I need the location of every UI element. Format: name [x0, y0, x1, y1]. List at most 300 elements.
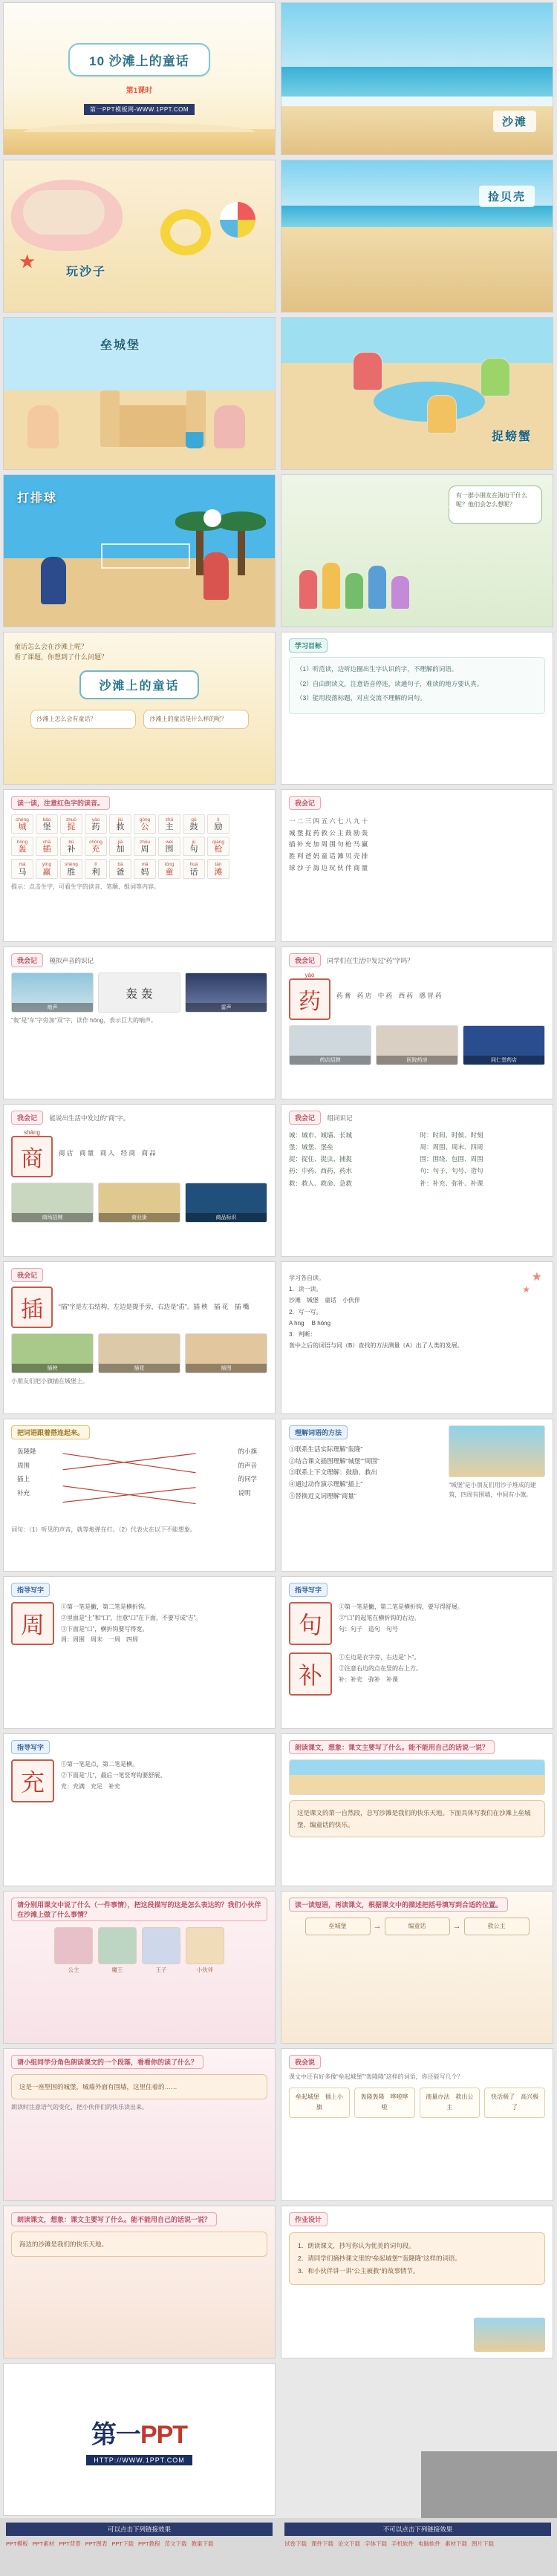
- char-cell[interactable]: zhuō 捉: [60, 814, 82, 834]
- big-character: 药: [289, 978, 330, 1020]
- note-line: 补：补充 弥补 补课: [339, 1676, 398, 1683]
- slide-beach-photo: [281, 2, 553, 155]
- title-box: [68, 43, 210, 76]
- match-item[interactable]: 的小旗: [238, 1448, 257, 1455]
- methods-column: [289, 1425, 443, 1503]
- slide-summary: [3, 2206, 276, 2358]
- slide-write-chong: [3, 1733, 276, 1886]
- word-row: 时：时间、时候、时刻: [420, 1131, 483, 1139]
- sea: [281, 206, 553, 227]
- footer-link[interactable]: 字体下载: [365, 2540, 387, 2547]
- column-left: [289, 1129, 414, 1189]
- word-row: 救：救人、救命、急救: [289, 1179, 353, 1187]
- char-block: [289, 972, 545, 1020]
- slide-title: [3, 2, 276, 155]
- char-cell[interactable]: gōng 公: [134, 814, 156, 834]
- big-character: 商: [11, 1136, 53, 1177]
- player-1: [41, 557, 66, 604]
- write-notes-2: [339, 1653, 545, 1696]
- volleyball-icon: [203, 509, 221, 527]
- flow-step: 编童话: [385, 1918, 450, 1935]
- beach-ball: [220, 202, 255, 238]
- column-right: [420, 1129, 546, 1189]
- char-cell[interactable]: mǎ 马: [11, 859, 33, 878]
- char-cell[interactable]: bà 爸: [109, 859, 131, 878]
- arrow-icon: →: [452, 1922, 461, 1931]
- photo-cha-1: 插秧: [11, 1333, 94, 1373]
- photo-pharmacy-2: 医院药房: [376, 1025, 458, 1065]
- section-tag: 作业设计: [289, 2212, 328, 2226]
- illustration-column: [449, 1425, 545, 1503]
- question-bubbles: [4, 710, 275, 729]
- text-excerpt: 海边的沙滩是我们的快乐天地。: [11, 2232, 267, 2257]
- star-icon: ★: [531, 1271, 542, 1284]
- question-1: 沙滩上怎么会有童话？: [30, 710, 136, 729]
- photo-lightning: 雷声: [185, 972, 267, 1013]
- beach-towel: [23, 190, 105, 235]
- text-excerpt: 这是一座堅固的城堡，城墙外面有围墙，这里住着的……: [11, 2074, 267, 2099]
- char-cell[interactable]: bǔ 补: [60, 837, 82, 856]
- content-row: [289, 1425, 545, 1503]
- big-character: 插: [11, 1287, 53, 1328]
- slide-logo: [3, 2363, 276, 2516]
- logo: [86, 2414, 192, 2465]
- slide-shells: [281, 160, 553, 313]
- note-line: 句：句子 造句 句号: [339, 1625, 398, 1632]
- child-1: [299, 570, 317, 609]
- char-cell[interactable]: chōng 充: [85, 837, 107, 856]
- footer-right: [278, 2518, 557, 2576]
- children-group: [299, 563, 409, 609]
- flow-diagram: [289, 1918, 545, 1935]
- source-credit: 第一PPT模板网-WWW.1PPT.COM: [84, 104, 195, 115]
- step: 轰中之后的词语与同（B）查找的方法测量（A）出了人类的发展。: [289, 1342, 463, 1350]
- photo-label-beach: 沙滩: [493, 111, 536, 132]
- match-left: [17, 1445, 36, 1500]
- footer-link[interactable]: 图片下载: [472, 2540, 494, 2547]
- child-left: [27, 405, 59, 448]
- slide-write-ju: [281, 1576, 553, 1729]
- char-cell[interactable]: lì 利: [85, 859, 107, 878]
- footer-link[interactable]: PPT素材: [32, 2540, 55, 2547]
- section-tag: 理解词语的方法: [289, 1425, 348, 1439]
- sky: [281, 3, 553, 67]
- word-row: 围：围绕、包围、周围: [420, 1155, 483, 1163]
- slide-crab: [281, 317, 553, 470]
- section-tag: 我会记: [11, 953, 43, 967]
- photo-label-crab: 捉螃蟹: [491, 431, 532, 443]
- word-card: 快活极了 高兴极了: [484, 2088, 545, 2118]
- avatar: [54, 1927, 93, 1964]
- slide-word-methods: [281, 1419, 553, 1572]
- match-item[interactable]: 轰隆隆: [17, 1448, 36, 1455]
- section-subtitle: 同学们在生活中发过“药”字吗？: [327, 957, 414, 964]
- bucket-icon: [186, 432, 203, 448]
- word-examples: 商 店 商 量 商 人 经 商 商 品: [59, 1148, 156, 1157]
- char-cell[interactable]: chā 插: [36, 837, 58, 856]
- note-line: ①第一笔是撇，第二笔是横折钩。: [61, 1604, 150, 1610]
- image-row: [289, 1025, 545, 1065]
- child-3: [481, 358, 510, 396]
- goal-item: （2）自由朗读文，注意语音停连，读通句子，难读的地方要认真。: [296, 679, 483, 687]
- note-line: 周：周围 周末 一周 四周: [61, 1636, 138, 1644]
- method-item: ①联系生活实际理解“轰隆”: [289, 1445, 363, 1453]
- character-rows: [289, 816, 545, 875]
- write-block: [11, 1759, 267, 1802]
- section-subtitle: 组词识记: [327, 1114, 353, 1122]
- big-character: 充: [11, 1759, 54, 1802]
- char-cell[interactable]: jù 句: [183, 837, 205, 856]
- slide-char-cha: [3, 1261, 276, 1414]
- photo-shop-3: 商品标识: [185, 1183, 267, 1223]
- char-cell[interactable]: yíng 赢: [36, 859, 58, 878]
- slide-read-imagine: [281, 1733, 553, 1886]
- footer-links-bar: [0, 2518, 557, 2576]
- text-excerpt: 这是课文的第一自然段，总写沙滩是我们的快乐天地。下面具体写我们在沙滩上垒城堡、编童话的快乐。: [289, 1800, 545, 1837]
- slide-story-flow: [281, 1891, 553, 2044]
- slide-match-words: [3, 1419, 276, 1572]
- slide-write-zhou: [3, 1576, 276, 1729]
- char-with-pinyin: [289, 972, 330, 1020]
- match-item[interactable]: 的同学: [238, 1475, 257, 1483]
- slide-group-talk: [281, 474, 553, 627]
- match-item[interactable]: 周围: [17, 1461, 30, 1469]
- footer-link[interactable]: 论文下载: [338, 2540, 360, 2547]
- word-card: 轰隆轰隆 哗啦哗啦: [354, 2088, 415, 2118]
- footer-link[interactable]: 试卷下载: [284, 2540, 307, 2547]
- char-cell[interactable]: huà 话: [183, 859, 205, 878]
- write-notes: [61, 1759, 267, 1802]
- hint-text: 朗读时注意语气的变化，把小伙伴们的快乐读出来。: [11, 2104, 148, 2111]
- char-cell[interactable]: tóng 童: [158, 859, 180, 878]
- character-row: 一 二 三 四 五 六 七 八 九 十: [289, 817, 368, 825]
- char-cell[interactable]: zhǔ 主: [158, 814, 180, 834]
- char-cell[interactable]: yào 药: [85, 814, 107, 834]
- hint-text: 词句：（1）听见的声音，就等炮弹在打。（2）代表火在以下不能想象。: [11, 1526, 196, 1533]
- word-row: 句：句子、句号、造句: [420, 1167, 483, 1175]
- char-cell[interactable]: jiù 救: [109, 814, 131, 834]
- child-3: [345, 573, 363, 609]
- section-tag: 朗读课文，想象：课文主要写了什么。能不能用自己的话说一说？: [11, 2212, 217, 2226]
- footer-left: [0, 2518, 278, 2576]
- question-2: 沙滩上的童话是什么样的呢？: [143, 710, 249, 729]
- practice-steps: [289, 1272, 545, 1351]
- role-card[interactable]: 魔王: [98, 1927, 137, 1974]
- note-line: ①第一笔是点，第二笔是横。: [61, 1761, 138, 1768]
- lead-in-text: 童话怎么会在沙滩上呢？ 看了课题，你想到了什么问题？: [14, 643, 108, 661]
- beach-thumbnail: [474, 2318, 545, 2352]
- write-block: [289, 1602, 545, 1645]
- pinyin-row: [11, 837, 267, 856]
- swim-ring: [160, 209, 211, 255]
- child-right: [214, 405, 245, 448]
- match-lines: [11, 1445, 267, 1521]
- match-item[interactable]: 补充: [17, 1489, 30, 1497]
- flow-step: 救公主: [464, 1918, 530, 1935]
- footer-left-header: 可以点击下列链接效果: [6, 2523, 273, 2536]
- pinyin: yào: [304, 972, 315, 978]
- photo-thunder-word: 轰 轰: [98, 972, 180, 1013]
- sand: [281, 227, 553, 312]
- section-tag: 请小组同学分角色朗读课文的一个段落，看看你的读了什么？: [11, 2055, 203, 2069]
- photo-cannon: 炮声: [11, 972, 94, 1013]
- write-notes: [61, 1602, 267, 1646]
- note-line: ①左边是衣字旁，右边是“卜”。: [339, 1654, 420, 1661]
- lesson-title-box: 沙滩上的童话: [79, 670, 198, 699]
- footer-link[interactable]: PPT图表: [85, 2540, 108, 2547]
- footer-right-links: [284, 2540, 551, 2548]
- page-title: 10 沙滩上的童话: [89, 53, 189, 68]
- footer-link[interactable]: 素材下载: [445, 2540, 467, 2547]
- section-tag: 把词语跟着搭连起来。: [11, 1425, 90, 1439]
- slide-word-groups: [281, 1104, 553, 1257]
- word-row: 堡：城堡、堡垒: [289, 1143, 333, 1151]
- slide-onomatopoeia: [3, 947, 276, 1099]
- sand-castle: [112, 405, 194, 447]
- section-tag: 我会说: [289, 2055, 321, 2069]
- footer-link[interactable]: PPT下载: [111, 2540, 134, 2547]
- photo-label-shells: 捡贝壳: [479, 186, 535, 207]
- star-icon: ★: [522, 1284, 530, 1295]
- footer-link[interactable]: PPT教程: [137, 2540, 160, 2547]
- section-tag: 朗读课文，想象：课文主要写了什么。能不能用自己的话说一说？: [289, 1740, 495, 1754]
- write-block-2: [289, 1653, 545, 1696]
- word-row: 捉：捉住、捉虫、捕捉: [289, 1155, 353, 1163]
- footer-right-header: 不可以点击下列链接效果: [284, 2523, 551, 2536]
- arrow-icon: →: [373, 1922, 382, 1931]
- word-card: 商量办法 救出公主: [420, 2088, 481, 2118]
- word-card: 垒起城堡 插上小旗: [289, 2088, 350, 2118]
- child-4: [368, 566, 386, 609]
- method-item: ⑤替换近义词理解“商量”: [289, 1491, 356, 1500]
- word-grid: [289, 2088, 545, 2118]
- caption: “城堡”是小朋友们用沙子堆成的建筑，四周有围墙，中间有小旗。: [449, 1482, 536, 1498]
- avatar: [142, 1927, 180, 1964]
- slide-char-yao: [281, 947, 553, 1099]
- method-list: [289, 1444, 443, 1503]
- note-line: ②里面是“土”和“口”，注意“口”在下面，不要写成“吉”。: [61, 1614, 202, 1621]
- child-5: [391, 576, 409, 609]
- section-tag: 读一读，注意红色字的读音。: [11, 796, 110, 810]
- char-cell[interactable]: gǔ 鼓: [183, 814, 205, 834]
- char-cell[interactable]: mā 妈: [134, 859, 156, 878]
- image-row: [11, 1183, 267, 1223]
- role-card[interactable]: 公主: [54, 1927, 93, 1974]
- char-cell[interactable]: bǎo 堡: [36, 814, 58, 834]
- section-tag: 读一读短语，再读课文，根据课文中的描述把括号填写到合适的位置。: [289, 1897, 508, 1912]
- slide-practice: [281, 1261, 553, 1414]
- photo-castle: [449, 1425, 545, 1477]
- method-item: ③联系上下文理解：鼓励、救出: [289, 1468, 378, 1477]
- section-tag: 指导写字: [11, 1740, 50, 1754]
- match-right: [238, 1445, 257, 1500]
- role-card[interactable]: 小伙伴: [186, 1927, 224, 1974]
- image-row: [11, 1333, 267, 1373]
- avatar: [186, 1927, 224, 1964]
- note-line: ①第一笔是撇，第二笔是横折钩，要写得舒展。: [339, 1604, 463, 1610]
- slide-learning-goals: [281, 632, 553, 785]
- section-tag: 我会记: [289, 1111, 321, 1125]
- image-row: [11, 972, 267, 1013]
- palm-tree-2: [196, 523, 203, 575]
- slide-char-shang: [3, 1104, 276, 1257]
- goal-list: [289, 657, 545, 714]
- step: 沙滩 城堡 童话 小伙伴: [289, 1297, 360, 1304]
- slide-homework: [281, 2206, 553, 2358]
- slide-character-list: [281, 789, 553, 942]
- homework-item: 2．请同学们摘抄课文里的“垒起城堡”“轰隆隆”这样的词语。: [298, 2255, 462, 2262]
- slide-word-expansion: [281, 2048, 553, 2201]
- char-cell[interactable]: lì 励: [207, 814, 229, 834]
- sand-decoration: [4, 129, 275, 154]
- word-row: 周：周围、周末、四周: [420, 1143, 483, 1151]
- starfish-icon: ★: [19, 250, 36, 272]
- section-tag: 我会记: [289, 796, 321, 810]
- volleyball-net: [101, 543, 190, 569]
- photo-shop-1: 商场招牌: [11, 1183, 94, 1223]
- child-1: [353, 352, 382, 390]
- char-block: [11, 1287, 267, 1328]
- beach-photo-strip: [289, 1759, 545, 1795]
- char-block: [11, 1129, 267, 1177]
- big-character: 周: [11, 1602, 54, 1645]
- footer-link[interactable]: 课件下载: [311, 2540, 333, 2547]
- char-cell[interactable]: tān 滩: [207, 859, 229, 878]
- match-item[interactable]: 的声音: [238, 1461, 257, 1469]
- footer-link[interactable]: 电脑软件: [418, 2540, 440, 2547]
- char-cell[interactable]: shèng 胜: [60, 859, 82, 878]
- section-tag: 我会记: [11, 1268, 43, 1282]
- char-with-pinyin: [11, 1129, 53, 1177]
- player-2: [203, 552, 229, 600]
- word-row: 补：补充、弥补、补课: [420, 1179, 483, 1187]
- step: 1．读一读。: [289, 1286, 322, 1293]
- section-subtitle: 模拟声音的识记: [49, 957, 94, 964]
- pinyin-row: [11, 814, 267, 834]
- section-tag: 指导写字: [289, 1583, 328, 1597]
- char-cell[interactable]: hōng 轰: [11, 837, 33, 856]
- avatar: [98, 1927, 137, 1964]
- note-line: ②“口”的起笔在横折钩的右边。: [339, 1614, 420, 1621]
- method-item: ④通过动作演示理解“插上”: [289, 1480, 363, 1488]
- step: 3．判断：: [289, 1330, 316, 1338]
- slide-pinyin-reading: [3, 789, 276, 942]
- char-cell[interactable]: wéi 围: [158, 837, 180, 856]
- slide-sand-play: [3, 160, 276, 313]
- step: A hng B hōng: [289, 1319, 331, 1327]
- logo-url: HTTP://WWW.1PPT.COM: [86, 2455, 192, 2465]
- match-area: [11, 1445, 267, 1522]
- role-avatars: [11, 1927, 267, 1974]
- note-line: ③下面是“口”，横折钩要写得宽。: [61, 1625, 149, 1632]
- match-item[interactable]: 插上: [17, 1475, 30, 1483]
- char-cell[interactable]: zhōu 周: [134, 837, 156, 856]
- big-character-2: 补: [289, 1653, 332, 1696]
- write-block: [11, 1602, 267, 1646]
- section-tag: 指导写字: [11, 1583, 50, 1597]
- role-card[interactable]: 王子: [142, 1927, 180, 1974]
- note-line: ②注意右边的点在竖的右上方。: [339, 1664, 422, 1672]
- slide-lead-in-question: [3, 632, 276, 785]
- footer-link[interactable]: PPT背景: [59, 2540, 81, 2547]
- photo-label-volley: 打排球: [17, 492, 58, 505]
- child-2: [427, 395, 457, 434]
- section-subtitle: 能说出生活中发过的“商”字。: [49, 1114, 130, 1122]
- footer-link[interactable]: PPT模板: [6, 2540, 28, 2547]
- char-cell[interactable]: qiāng 枪: [207, 837, 229, 856]
- shell-photo: [281, 160, 553, 312]
- match-item[interactable]: 说明: [238, 1489, 251, 1497]
- photo-shop-2: 商业街: [98, 1183, 180, 1223]
- write-notes: [339, 1602, 545, 1645]
- character-row: 球 沙 子 海 边 玩 伙 伴 商 量: [289, 863, 368, 872]
- homework-list: [289, 2232, 545, 2285]
- footer-columns: [0, 2518, 557, 2576]
- char-cell[interactable]: jiā 加: [109, 837, 131, 856]
- note-line: ②下面是“儿”，最后一笔竖弯钩要舒展。: [61, 1771, 166, 1779]
- section-tag: 我会记: [11, 1111, 43, 1125]
- character-row: 胜 利 爸 妈 童 话 滩 贝 壳 排: [289, 852, 368, 860]
- hint-text: “轰”是“车”字旁加“双”字，读作 hōng，表示巨大的响声。: [11, 1017, 157, 1024]
- section-tag: 我会记: [289, 953, 321, 967]
- footer-link[interactable]: 范文下载: [164, 2540, 187, 2547]
- character-row: 插 补 充 加 周 围 句 枪 马 赢: [289, 840, 368, 849]
- beach-photo: [281, 3, 553, 154]
- flow-step: 垒城堡: [305, 1918, 371, 1935]
- character-row: 城 堡 捉 药 救 公 主 鼓 励 轰: [289, 828, 368, 837]
- homework-item: 1．朗读课文，抄写你认为优美的词句段。: [298, 2242, 415, 2249]
- char-note: “插”字是左右结构，左边是提手旁，右边是“臿”。插 秧 插 花 插 嘴: [59, 1303, 250, 1311]
- photo-cha-3: 插图: [185, 1333, 267, 1373]
- note-line: 充：充满 充足 补充: [61, 1782, 120, 1790]
- goal-item: （1）听范读，边听边圈出生字认识的字，不理解的词语。: [296, 665, 458, 673]
- sea: [281, 67, 553, 100]
- footer-left-links: [6, 2540, 273, 2548]
- footer-link[interactable]: 教案下载: [191, 2540, 214, 2547]
- hint-text: 提示：点击生字，可看生字的读音、笔顺、组词等内容。: [11, 883, 160, 890]
- section-tag: 请分别用课文中说了什么（一件事情），把这段描写的这是怎么表达的？我们小伙伴在沙滩上做了什么事情？: [11, 1897, 267, 1921]
- footer-link[interactable]: 手机软件: [391, 2540, 414, 2547]
- pinyin-grid: [11, 814, 267, 879]
- section-subtitle: 课文中还有好多像“垒起城堡”“轰隆隆”这样的词语，你还能写几个？: [289, 2073, 463, 2080]
- homework-item: 3．和小伙伴讲一讲“公主被救”的故事情节。: [298, 2267, 420, 2275]
- method-item: ②结合课文插图理解“城堡”“周围”: [289, 1457, 380, 1465]
- pinyin: shāng: [24, 1129, 40, 1136]
- char-cell[interactable]: chéng 城: [11, 814, 33, 834]
- hint-text: 小朋友们把小旗插在城堡上。: [11, 1378, 88, 1385]
- word-row: 城：城市、城墙、长城: [289, 1131, 353, 1139]
- child-2: [322, 563, 340, 609]
- step: 2．写一写。: [289, 1308, 322, 1315]
- photo-pharmacy-3: 同仁堂药店: [463, 1025, 545, 1065]
- section-tag: 学习目标: [289, 638, 328, 653]
- photo-label-sandplay: 玩沙子: [66, 266, 107, 278]
- palm-tree-1: [238, 523, 245, 575]
- thought-bubble: 有一群小朋友在海边干什么呢？他们会怎么想呢？: [449, 486, 542, 524]
- slide-roles: [3, 1891, 276, 2044]
- word-row: 药：中药、西药、药水: [289, 1167, 353, 1175]
- slide-role-reading: [3, 2048, 276, 2201]
- photo-cha-2: 插花: [98, 1333, 180, 1373]
- pinyin-row: [11, 859, 267, 878]
- two-column: [289, 1129, 545, 1189]
- gray-placeholder: [421, 2451, 557, 2518]
- big-character: 句: [289, 1602, 332, 1645]
- word-examples: 药 膏 药 店 中 药 西 药 感 冒 药: [336, 991, 442, 999]
- logo-text: 第一PPT: [91, 2420, 188, 2449]
- step: 学习各自读。: [289, 1275, 325, 1281]
- photo-pharmacy-1: 药店招牌: [289, 1025, 371, 1065]
